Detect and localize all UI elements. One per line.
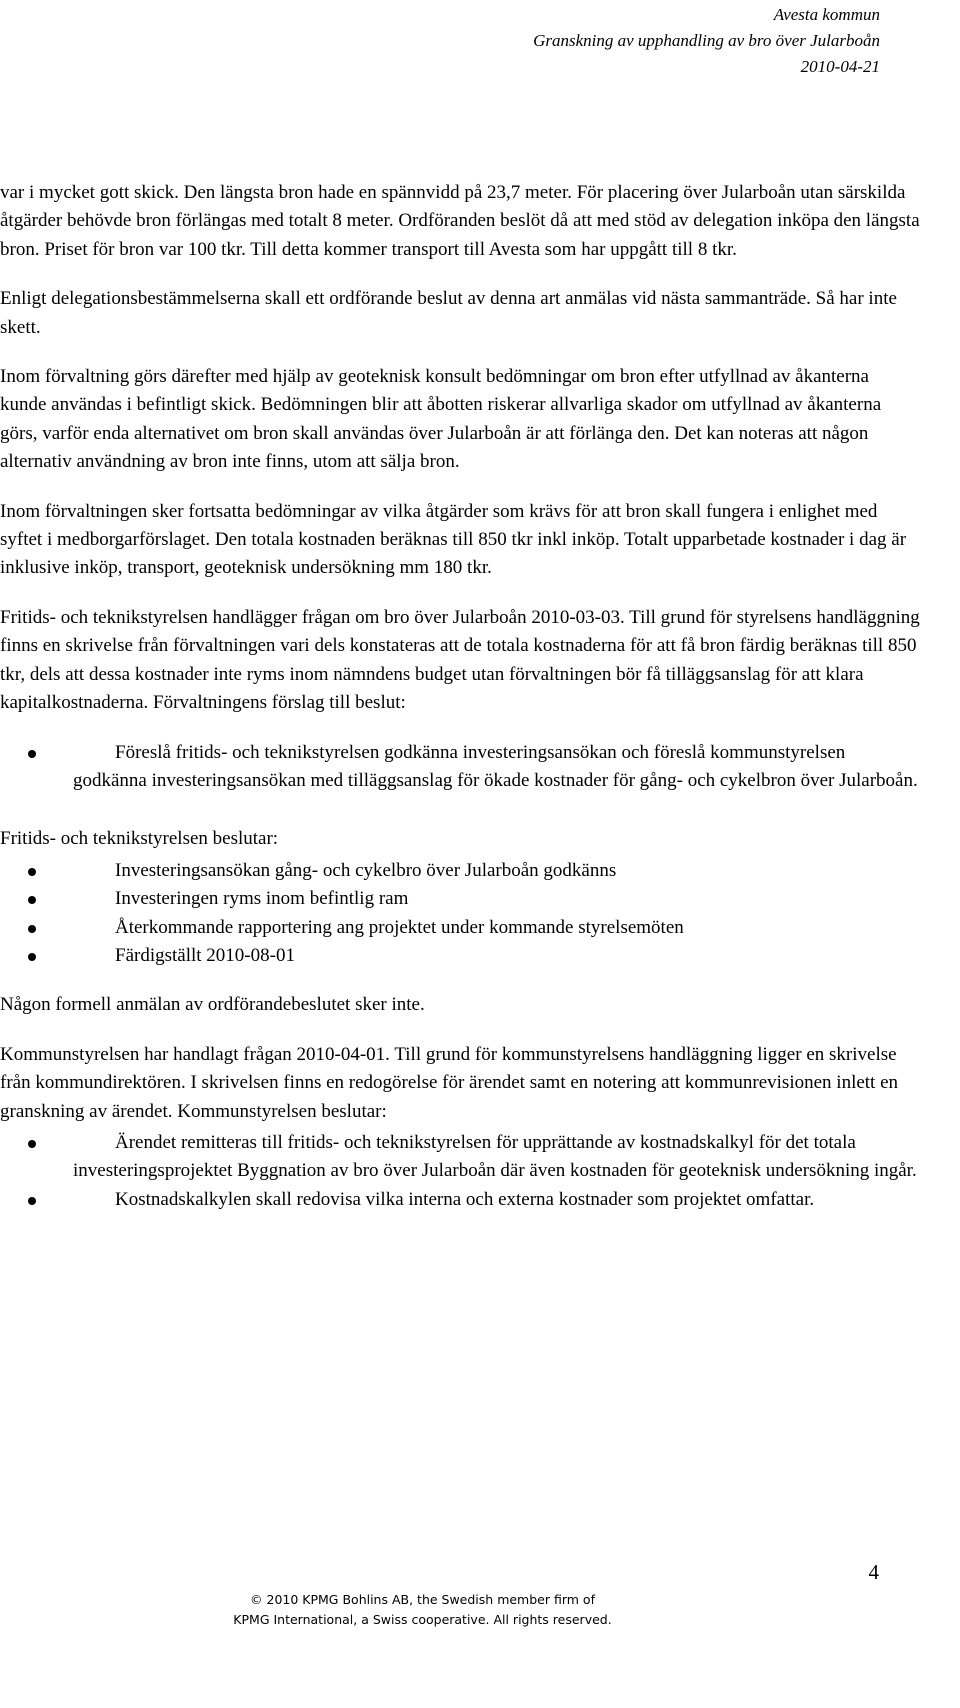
bullet-icon: [28, 750, 36, 758]
paragraph-board-decides: Fritids- och teknikstyrelsen beslutar:: [0, 828, 279, 850]
paragraph-no-report: Någon formell anmälan av ordförandebeslutet sker inte.: [0, 994, 425, 1016]
header-organization: Avesta kommun: [773, 5, 880, 24]
list-item-text: Återkommande rapportering ang projektet under kommande styrelsemöten: [115, 916, 684, 938]
paragraph-delegation-rules: Enligt delegationsbestämmelserna skall ett ordförande beslut av denna art anmälas vid nästa sammanträde. Så har inte skett.: [0, 288, 897, 338]
bullet-icon: [28, 925, 36, 933]
paragraph-bridge-purchase: var i mycket gott skick. Den längsta bron hade en spännvidd på 23,7 meter. För placering över Jularboån utan särskilda åtgärder behövde bron förlängas med totalt 8 meter. Ordföranden beslöt då att med stöd av delegation inköpa den längsta bron. Priset för bron var 100 tkr. Till detta kommer transport till Avesta som har uppgått till 8 tkr.: [0, 182, 920, 260]
list-item: [0, 1129, 920, 1186]
document-header: [533, 2, 880, 80]
list-item: [0, 857, 920, 885]
proposal-list: [0, 739, 920, 796]
list-item: [0, 914, 920, 942]
list-item: [0, 739, 920, 796]
paragraph-municipal-board: Kommunstyrelsen har handlagt frågan 2010-04-01. Till grund för kommunstyrelsens handläggning ligger en skrivelse från kommundirektören. I skrivelsen finns en redogörelse för ärendet samt en notering att kommunrevisionen inlett en granskning av ärendet. Kommunstyrelsen beslutar:: [0, 1043, 899, 1122]
bullet-icon: [28, 953, 36, 961]
paragraph-geotechnical-assessment: Inom förvaltning görs därefter med hjälp av geoteknisk konsult bedömningar om bron efter utfyllnad av åkanterna kunde användas i befintligt skick. Bedömningen blir att åbotten riskerar allvarliga skador om utfyllnad av åkanterna görs, varför enda alternativet om bron skall användas över Jularboån är att förlänga den. Det kan noteras att någon alternativ användning av bron inte finns, utom att sälja bron.: [0, 366, 882, 473]
bullet-icon: [28, 1140, 36, 1148]
list-item: [0, 1186, 920, 1214]
list-item-text: Investeringsansökan gång- och cykelbro över Jularboån godkänns: [115, 859, 617, 881]
footer-line-1: © 2010 KPMG Bohlins AB, the Swedish member firm of: [250, 1592, 595, 1607]
list-item: [0, 885, 920, 913]
list-item-text: Föreslå fritids- och teknikstyrelsen godkänna investeringsansökan och föreslå kommunstyrelsen godkänna investeringsansökan med tilläggsanslag för ökade kostnader för gång- och cykelbron över Jularboån.: [73, 741, 918, 791]
municipal-decision-list: [0, 1129, 920, 1214]
bullet-icon: [28, 896, 36, 904]
bullet-icon: [28, 1197, 36, 1205]
paragraph-board-handling: Fritids- och teknikstyrelsen handlägger frågan om bro över Jularboån 2010-03-03. Till grund för styrelsens handläggning finns en skrivelse från förvaltningen vari dels konstateras att de totala kostnaderna för att få bron färdig beräknas till 850 tkr, dels att dessa kostnader inte ryms inom nämndens budget utan förvaltningen bör få tilläggsanslag för att klara kapitalkostnaderna. Förvaltningens förslag till beslut:: [0, 606, 920, 714]
list-item-text: Investeringen ryms inom befintlig ram: [115, 888, 409, 910]
list-item-text: Färdigställt 2010-08-01: [115, 944, 295, 966]
copyright-footer: [0, 1590, 845, 1630]
paragraph-cost-estimate: Inom förvaltningen sker fortsatta bedömningar av vilka åtgärder som krävs för att bron skall fungera i enlighet med syftet i medborgarförslaget. Den totala kostnaden beräknas till 850 tkr inkl inköp. Totalt upparbetade kostnader i dag är inklusive inköp, transport, geoteknisk undersökning mm 180 tkr.: [0, 500, 907, 579]
header-report-title: Granskning av upphandling av bro över Jularboån: [533, 31, 880, 50]
document-body: [0, 179, 920, 1214]
list-item-text: Ärendet remitteras till fritids- och teknikstyrelsen för upprättande av kostnadskalkyl för det totala investeringsprojektet Byggnation av bro över Jularboån där även kostnaden för geoteknisk undersökning ingår.: [73, 1131, 917, 1182]
list-item: [0, 942, 920, 970]
header-date: 2010-04-21: [800, 57, 880, 76]
page-number: 4: [868, 1560, 879, 1584]
bullet-icon: [28, 868, 36, 876]
footer-line-2: KPMG International, a Swiss cooperative. All rights reserved.: [233, 1612, 612, 1627]
board-decision-list: [0, 857, 920, 971]
list-item-text: Kostnadskalkylen skall redovisa vilka interna och externa kostnader som projektet omfattar.: [115, 1188, 815, 1210]
